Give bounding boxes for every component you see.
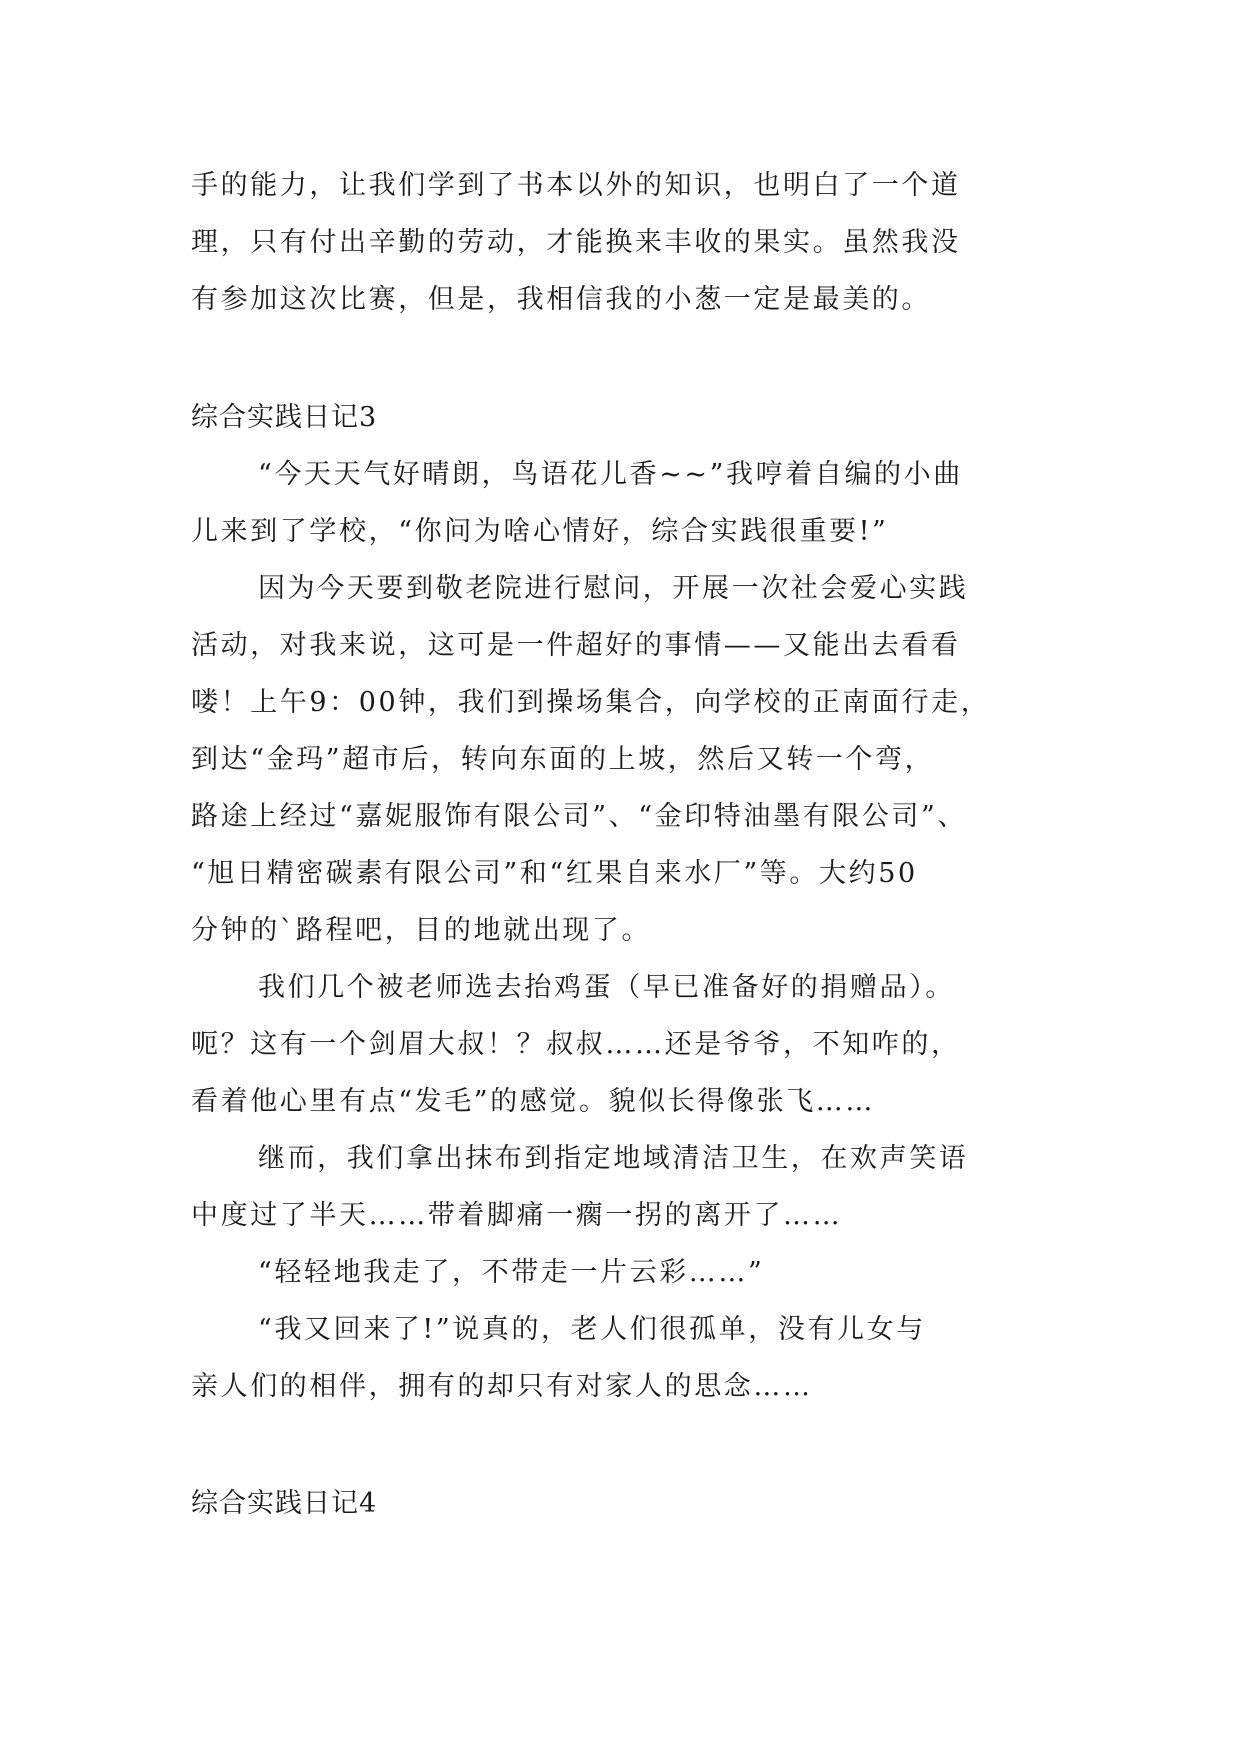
paragraph-line: 看着他心里有点“发毛”的感觉。貌似长得像张飞…… — [191, 1086, 876, 1117]
paragraph-line: 喽！上午9：00钟，我们到操场集合，向学校的正南面行走， — [191, 687, 991, 718]
paragraph-line: 分钟的`路程吧，目的地就出现了。 — [191, 915, 652, 946]
paragraph-line: “轻轻地我走了，不带走一片云彩……” — [258, 1257, 765, 1288]
paragraph-line: 继而，我们拿出抹布到指定地域清洁卫生，在欢声笑语 — [258, 1143, 969, 1174]
paragraph-line: 有参加这次比赛，但是，我相信我的小葱一定是最美的。 — [191, 284, 931, 315]
paragraph-line: 呃？这有一个剑眉大叔！？叔叔……还是爷爷，不知咋的， — [191, 1029, 961, 1060]
paragraph-line: 手的能力，让我们学到了书本以外的知识，也明白了一个道 — [191, 170, 961, 201]
paragraph-line: “旭日精密碳素有限公司”和“红果自来水厂”等。大约50 — [191, 858, 918, 889]
paragraph-line: 理，只有付出辛勤的劳动，才能换来丰收的果实。虽然我没 — [191, 227, 961, 258]
paragraph-line: 亲人们的相伴，拥有的却只有对家人的思念…… — [191, 1371, 813, 1402]
paragraph-line: 我们几个被老师选去抬鸡蛋（早已准备好的捐赠品）。 — [258, 972, 955, 1003]
paragraph-line: 路途上经过“嘉妮服饰有限公司”、“金印特油墨有限公司”、 — [191, 801, 968, 832]
paragraph-line: 儿来到了学校，“你问为啥心情好，综合实践很重要!” — [191, 516, 889, 547]
paragraph-line: 到达“金玛”超市后，转向东面的上坡，然后又转一个弯， — [191, 744, 935, 775]
diary3-heading: 综合实践日记3 — [191, 402, 378, 433]
paragraph-line: 因为今天要到敬老院进行慰问，开展一次社会爱心实践 — [258, 573, 969, 604]
paragraph-line: 活动，对我来说，这可是一件超好的事情——又能出去看看 — [191, 630, 961, 661]
paragraph-line: 中度过了半天……带着脚痛一瘸一拐的离开了…… — [191, 1200, 843, 1231]
diary4-heading: 综合实践日记4 — [191, 1488, 378, 1519]
paragraph-line: “今天天气好晴朗，鸟语花儿香~~”我哼着自编的小曲 — [258, 459, 963, 490]
paragraph-line: “我又回来了!”说真的，老人们很孤单，没有儿女与 — [258, 1314, 926, 1345]
